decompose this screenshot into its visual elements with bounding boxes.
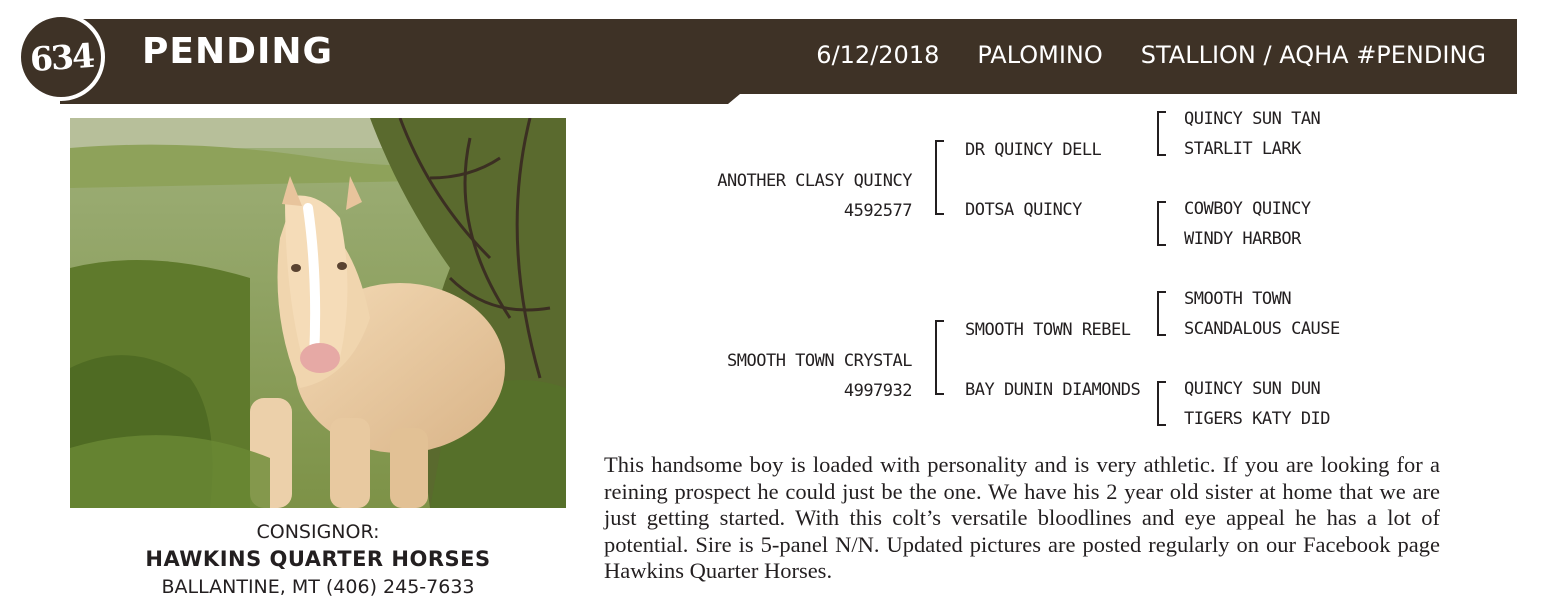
sire-dam-sire: COWBOY QUINCY xyxy=(1184,199,1311,219)
dam-dam-dam: TIGERS KATY DID xyxy=(1184,409,1331,429)
sire-sire: DR QUINCY DELL xyxy=(965,140,1102,160)
sire-sire-dam: STARLIT LARK xyxy=(1184,139,1301,159)
sire-sire-bracket xyxy=(1157,111,1166,156)
sire-bracket xyxy=(935,140,944,215)
consignor-label: CONSIGNOR: xyxy=(256,521,380,543)
horse-description: This handsome boy is loaded with personality and is very athletic. If you are looking for a reining prospect he could just be the one. We have his 2 year old sister at home that we are just getting started. With this colt’s versatile bloodlines and eye appeal he has a lot of potential. Sire is 5-panel N/N. Updated pictures are posted regularly on our Facebook page Hawkins Quarter Horses. xyxy=(604,452,1440,583)
consignor-name: HAWKINS QUARTER HORSES xyxy=(145,547,491,571)
sire-name: ANOTHER CLASY QUINCY xyxy=(717,171,912,191)
horse-name: PENDING xyxy=(142,31,334,72)
sex-registration: STALLION / AQHA #PENDING xyxy=(1140,41,1486,69)
lot-header-band xyxy=(0,0,1564,110)
sire-dam-bracket xyxy=(1157,201,1166,246)
dam-bracket xyxy=(935,320,944,395)
dam-dam: BAY DUNIN DIAMONDS xyxy=(965,380,1141,400)
lot-number: 634 xyxy=(28,35,94,79)
consignor-location: BALLANTINE, MT (406) 245-7633 xyxy=(161,576,475,598)
dam-dam-bracket xyxy=(1157,381,1166,426)
dam-dam-sire: QUINCY SUN DUN xyxy=(1184,379,1321,399)
lot-number-badge xyxy=(17,13,105,101)
sire-dam: DOTSA QUINCY xyxy=(965,200,1082,220)
sire-reg: 4592577 xyxy=(843,201,912,221)
dam-name: SMOOTH TOWN CRYSTAL xyxy=(727,351,912,371)
sire-sire-sire: QUINCY SUN TAN xyxy=(1184,109,1321,129)
palomino-colt-image xyxy=(70,118,566,508)
horse-details xyxy=(816,41,1486,69)
dam-reg: 4997932 xyxy=(843,381,912,401)
dam-sire: SMOOTH TOWN REBEL xyxy=(965,320,1131,340)
consignor-block xyxy=(70,520,566,600)
foal-date: 6/12/2018 xyxy=(816,41,940,69)
sire-dam-dam: WINDY HARBOR xyxy=(1184,229,1301,249)
dam-sire-dam: SCANDALOUS CAUSE xyxy=(1184,319,1340,339)
horse-photo xyxy=(70,118,566,508)
horse-color: PALOMINO xyxy=(977,41,1103,69)
dam-sire-bracket xyxy=(1157,291,1166,336)
dam-sire-sire: SMOOTH TOWN xyxy=(1184,289,1292,309)
